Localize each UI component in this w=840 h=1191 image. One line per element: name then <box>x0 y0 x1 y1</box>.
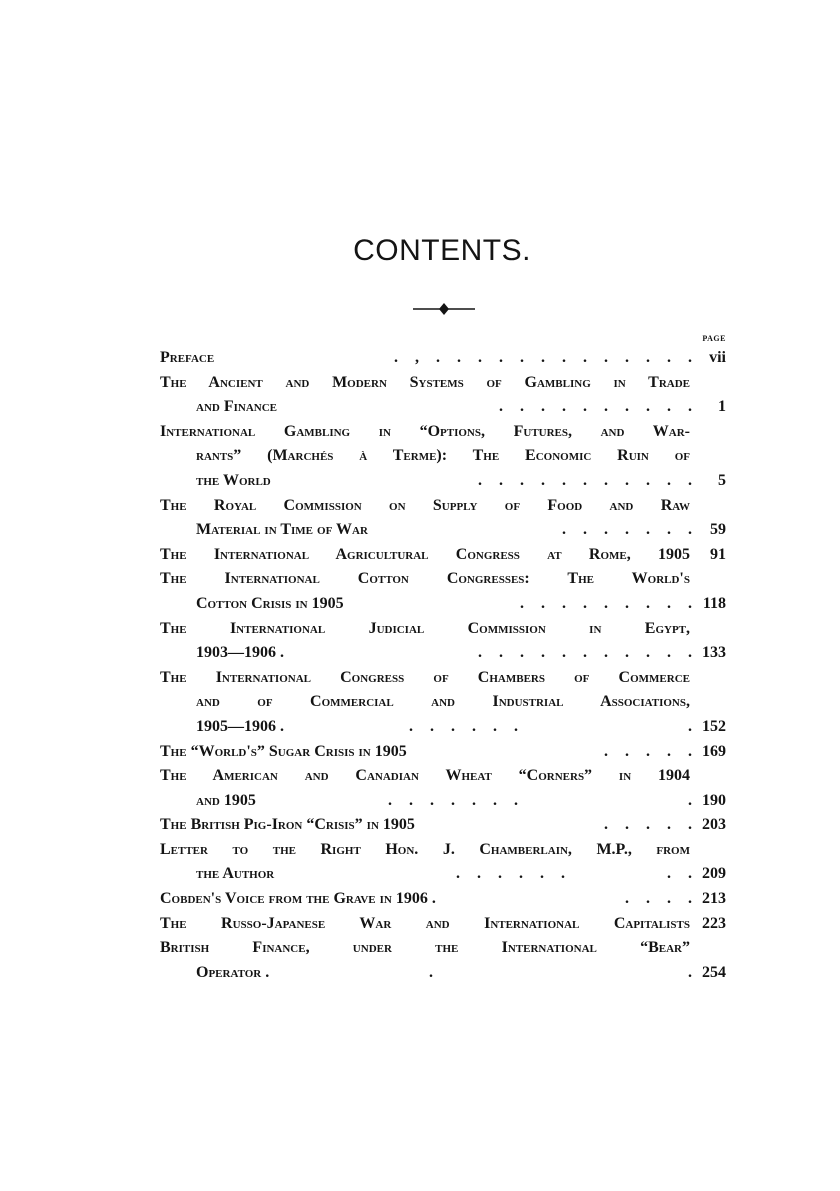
dot-leader: . . . . . . . <box>562 521 692 539</box>
toc-line <box>160 690 726 715</box>
toc-line <box>160 912 726 937</box>
toc-line <box>160 592 726 617</box>
page-number: 152 <box>702 717 726 735</box>
toc-entries <box>160 346 726 985</box>
page-number: 209 <box>702 865 726 883</box>
entry-title: The International Judicial Commission in Egypt, <box>160 619 690 637</box>
toc-line <box>160 862 726 887</box>
page-number: 169 <box>702 742 726 760</box>
toc-entry <box>160 838 726 887</box>
toc-entry <box>160 543 726 568</box>
toc-line <box>160 494 726 519</box>
toc-entry <box>160 666 726 740</box>
dot-leader: . . <box>429 963 692 981</box>
toc-line <box>160 838 726 863</box>
entry-title: rants” (Marchés à Terme): The Economic Ruin of <box>196 447 690 465</box>
toc-line <box>160 346 726 371</box>
entry-title: the Author <box>196 865 275 883</box>
entry-title: The British Pig-Iron “Crisis” in 1905 <box>160 816 415 834</box>
toc-line <box>160 715 726 740</box>
toc-entry <box>160 912 726 937</box>
toc-line <box>160 666 726 691</box>
toc-line <box>160 420 726 445</box>
page-column-heading: PAGE <box>702 334 726 343</box>
toc-line <box>160 887 726 912</box>
toc-line <box>160 444 726 469</box>
page-title: CONTENTS. <box>353 234 531 267</box>
entry-title: The International Agricultural Congress at Rome, 1905 <box>160 545 690 563</box>
entry-title: Cotton Crisis in 1905 <box>196 594 344 612</box>
ornament-divider <box>413 302 475 316</box>
toc-entry <box>160 936 726 985</box>
entry-title: Cobden's Voice from the Grave in 1906 . <box>160 890 436 908</box>
table-of-contents <box>160 346 726 985</box>
entry-title: 1905—1906 . <box>196 717 284 735</box>
toc-entry <box>160 887 726 912</box>
page-number: 91 <box>710 545 726 563</box>
entry-title: The International Congress of Chambers of Commerce <box>160 668 690 686</box>
toc-entry <box>160 420 726 494</box>
entry-title: and of Commercial and Industrial Associations, <box>196 693 690 711</box>
page-number: vii <box>709 349 726 366</box>
entry-title: The “World's” Sugar Crisis in 1905 <box>160 742 407 760</box>
toc-line <box>160 813 726 838</box>
toc-line <box>160 617 726 642</box>
entry-title: The American and Canadian Wheat “Corners” in 1904 <box>160 767 690 785</box>
dot-leader: . . . . . . . . . . . <box>478 644 692 662</box>
page-number: 59 <box>710 521 726 539</box>
toc-line <box>160 371 726 396</box>
page-number: 213 <box>702 890 726 908</box>
toc-line <box>160 543 726 568</box>
page-number: 190 <box>702 791 726 809</box>
dot-leader: . . . . . . . . <box>388 791 692 809</box>
dot-leader: . . . . . <box>604 816 692 834</box>
page-number: 5 <box>718 471 726 489</box>
dot-leader: . , . . . . . . . . . . . . . <box>394 349 692 366</box>
dot-leader: . . . . . . . <box>409 717 692 735</box>
entry-title: International Gambling in “Options, Futures, and War- <box>160 422 690 440</box>
dot-leader: . . . . . . . . . . <box>499 398 692 416</box>
toc-line <box>160 764 726 789</box>
page-number: 118 <box>702 594 726 612</box>
entry-title: The Ancient and Modern Systems of Gambling in Trade <box>160 373 690 391</box>
page-number: 1 <box>718 398 726 416</box>
toc-line <box>160 469 726 494</box>
dot-leader: . . . . . . . . . . . <box>478 471 692 489</box>
dot-leader: . . . . . <box>604 742 692 760</box>
entry-title: the World <box>196 471 271 489</box>
entry-title: 1903—1906 . <box>196 644 284 662</box>
page-number: 203 <box>702 816 726 834</box>
entry-title: British Finance, under the International “Bear” <box>160 939 690 957</box>
entry-title: The International Cotton Congresses: The World's <box>160 570 690 588</box>
toc-entry <box>160 494 726 543</box>
toc-line <box>160 789 726 814</box>
toc-entry <box>160 371 726 420</box>
entry-title: and 1905 <box>196 791 256 809</box>
toc-line <box>160 961 726 986</box>
entry-title: Preface <box>160 349 215 366</box>
dot-leader: . . . . <box>625 890 692 908</box>
toc-entry <box>160 764 726 813</box>
entry-title: and Finance <box>196 398 277 416</box>
toc-entry <box>160 567 726 616</box>
toc-line <box>160 936 726 961</box>
toc-entry <box>160 813 726 838</box>
toc-entry <box>160 740 726 765</box>
toc-line <box>160 567 726 592</box>
toc-entry <box>160 617 726 666</box>
toc-line <box>160 395 726 420</box>
page-number: 254 <box>702 963 726 981</box>
toc-entry <box>160 346 726 371</box>
entry-title: The Russo-Japanese War and International Capitalists <box>160 914 690 932</box>
dot-leader: . . . . . . . . <box>456 865 692 883</box>
toc-line <box>160 518 726 543</box>
entry-title: Operator . <box>196 963 270 981</box>
entry-title: Letter to the Right Hon. J. Chamberlain, M.P., from <box>160 840 690 858</box>
toc-line <box>160 740 726 765</box>
page-number: 223 <box>702 914 726 932</box>
entry-title: The Royal Commission on Supply of Food and Raw <box>160 496 690 514</box>
dot-leader: . . . . . . . . . <box>520 594 692 612</box>
toc-line <box>160 641 726 666</box>
entry-title: Material in Time of War <box>196 521 368 539</box>
page-number: 133 <box>702 644 726 662</box>
